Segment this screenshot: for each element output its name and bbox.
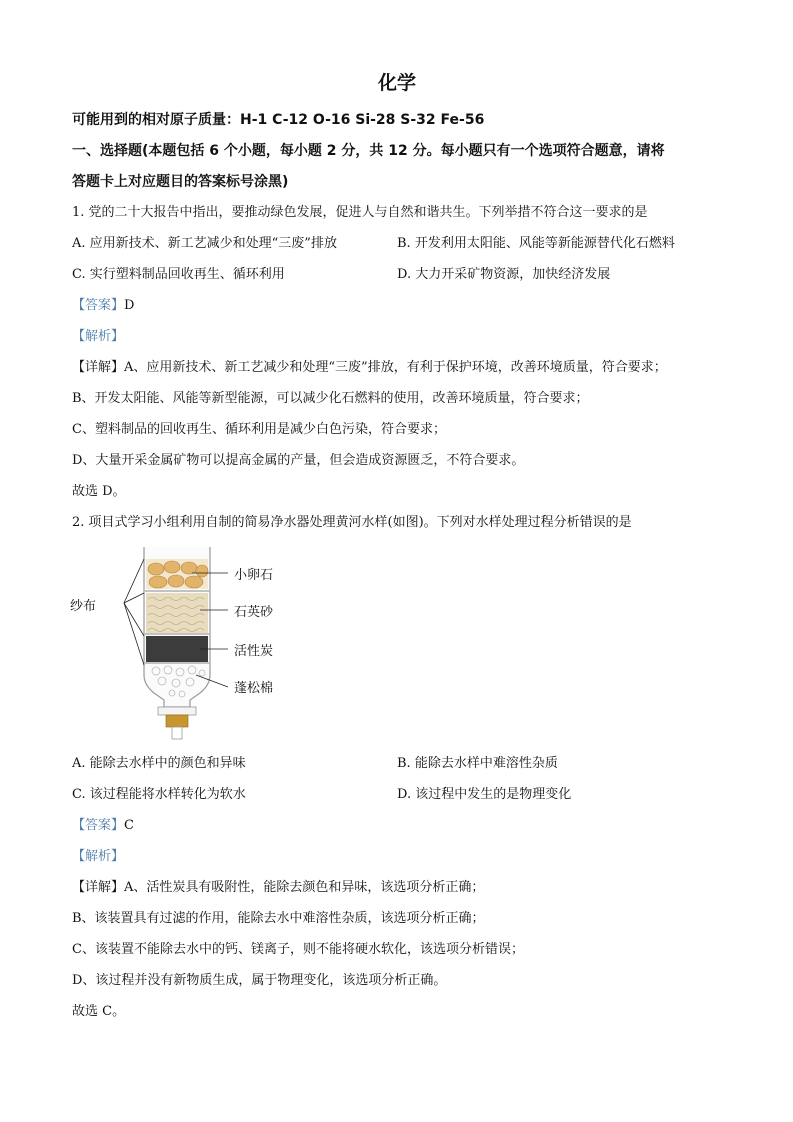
cotton-label: 蓬松棉: [234, 681, 274, 696]
q1-stem: 1. 党的二十大报告中指出，要推动绿色发展，促进人与自然和谐共生。下列举措不符合这一要求的是: [72, 205, 648, 220]
q1-answer: [72, 298, 134, 314]
q2-option-a: A. 能除去水样中的颜色和异味: [72, 756, 246, 771]
water-purifier-diagram: [92, 545, 322, 745]
gauze-label: 纱布: [70, 599, 97, 614]
detail-label: 【详解】: [72, 360, 125, 375]
q2-option-b: B. 能除去水样中难溶性杂质: [397, 756, 558, 771]
q1-detail-2: B、开发太阳能、风能等新型能源，可以减少化石燃料的使用，改善环境质量，符合要求；: [72, 391, 589, 406]
q2-detail-4: D、该过程并没有新物质生成，属于物理变化，该选项分析正确。: [72, 973, 447, 988]
q1-conclusion: 故选 D。: [72, 484, 126, 499]
q2-analysis-label: 【解析】: [72, 849, 125, 864]
q2-option-d: D. 该过程中发生的是物理变化: [397, 787, 572, 802]
q2-stem: 2. 项目式学习小组利用自制的简易净水器处理黄河水样(如图)。下列对水样处理过程分析错误的是: [72, 515, 632, 530]
q2-conclusion: 故选 C。: [72, 1004, 126, 1019]
activated-carbon-label: 活性炭: [234, 644, 274, 659]
water-purifier-figure: [70, 545, 322, 745]
quartz-sand-label: 石英砂: [234, 605, 274, 620]
detail-text: A、活性炭具有吸附性，能除去颜色和异味，该选项分析正确；: [124, 880, 485, 895]
q1-detail-1: [72, 360, 667, 376]
page-title: 化学: [377, 72, 416, 94]
q2-option-c: C. 该过程能将水样转化为软水: [72, 787, 246, 802]
answer-label: 【答案】: [72, 298, 125, 313]
q1-option-b: B. 开发利用太阳能、风能等新能源替代化石燃料: [397, 236, 675, 251]
q1-detail-4: D、大量开采金属矿物可以提高金属的产量，但会造成资源匮乏，不符合要求。: [72, 453, 525, 468]
q1-option-a: A. 应用新技术、新工艺减少和处理“三废”排放: [72, 236, 337, 251]
pebble-label: 小卵石: [234, 568, 274, 583]
answer-value: C: [124, 818, 134, 833]
q2-detail-2: B、该装置具有过滤的作用，能除去水中难溶性杂质，该选项分析正确；: [72, 911, 485, 926]
q2-answer: [72, 818, 134, 834]
q2-detail-3: C、该装置不能除去水中的钙、镁离子，则不能将硬水软化，该选项分析错误；: [72, 942, 524, 957]
section-heading-line-2: 答题卡上对应题目的答案标号涂黑): [72, 174, 289, 190]
section-heading-line-1: 一、选择题(本题包括 6 个小题，每小题 2 分，共 12 分。每小题只有一个选项符合题意，请将: [72, 143, 665, 159]
q1-option-c: C. 实行塑料制品回收再生、循环利用: [72, 267, 285, 282]
detail-label: 【详解】: [72, 880, 125, 895]
q1-analysis-label: 【解析】: [72, 329, 125, 344]
answer-label: 【答案】: [72, 818, 125, 833]
answer-value: D: [124, 298, 135, 313]
atomic-masses: 可能用到的相对原子质量：H-1 C-12 O-16 Si-28 S-32 Fe-56: [72, 112, 485, 128]
detail-text: A、应用新技术、新工艺减少和处理“三废”排放，有利于保护环境，改善环境质量，符合要求；: [124, 360, 667, 375]
q1-detail-3: C、塑料制品的回收再生、循环利用是减少白色污染，符合要求；: [72, 422, 446, 437]
q1-option-d: D. 大力开采矿物资源，加快经济发展: [397, 267, 611, 282]
q2-detail-1: [72, 880, 484, 896]
